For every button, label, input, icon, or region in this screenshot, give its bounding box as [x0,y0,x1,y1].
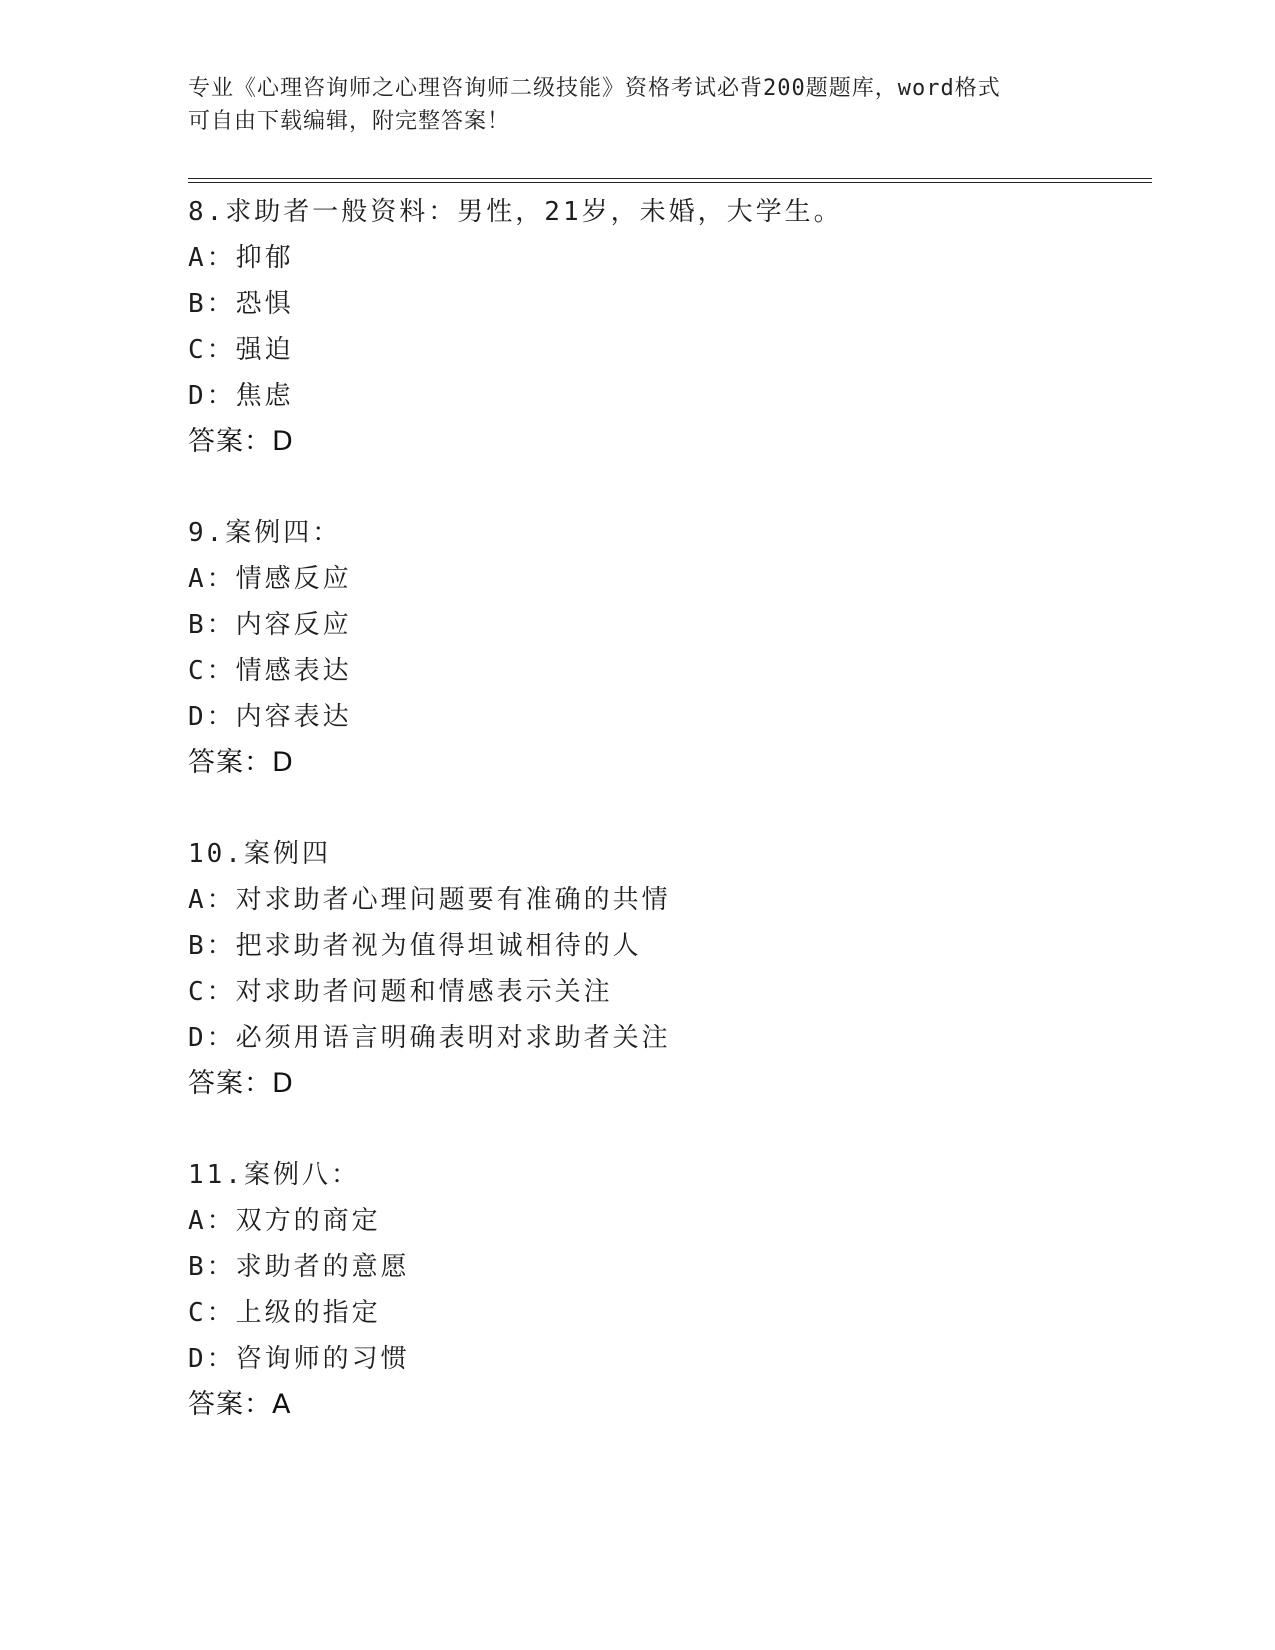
question-list [188,189,1152,1473]
option-d: D：必须用语言明确表明对求助者关注 [188,1023,671,1053]
option-b: B：把求助者视为值得坦诚相待的人 [188,931,642,961]
option-c: C：情感表达 [188,656,352,686]
question-10 [188,831,1152,1107]
option-c: C：强迫 [188,335,294,365]
header-line-2: 可自由下载编辑，附完整答案！ [188,109,511,134]
option-d: D：焦虑 [188,381,294,411]
question-8 [188,189,1152,465]
option-d: D：咨询师的习惯 [188,1344,410,1374]
option-a: A：情感反应 [188,564,352,594]
option-a: A：对求助者心理问题要有准确的共情 [188,885,671,915]
answer-line: 答案：D [188,426,294,457]
option-d: D：内容表达 [188,702,352,732]
answer-line: 答案：A [188,1389,292,1420]
answer-line: 答案：D [188,1068,294,1099]
question-stem: 11.案例八： [188,1160,360,1190]
option-b: B：求助者的意愿 [188,1252,410,1282]
question-stem: 10.案例四 [188,839,331,869]
question-stem: 8.求助者一般资料：男性，21岁，未婚，大学生。 [188,197,843,227]
option-c: C：上级的指定 [188,1298,381,1328]
answer-line: 答案：D [188,747,294,778]
header-line-1: 专业《心理咨询师之心理咨询师二级技能》资格考试必背200题题库，word格式 [188,76,1001,101]
option-c: C：对求助者问题和情感表示关注 [188,977,613,1007]
question-11 [188,1152,1152,1428]
option-a: A：抑郁 [188,243,294,273]
document-header [188,72,1088,138]
question-9 [188,510,1152,786]
option-a: A：双方的商定 [188,1206,381,1236]
header-divider [188,178,1152,183]
option-b: B：恐惧 [188,289,294,319]
option-b: B：内容反应 [188,610,352,640]
question-stem: 9.案例四： [188,518,342,548]
